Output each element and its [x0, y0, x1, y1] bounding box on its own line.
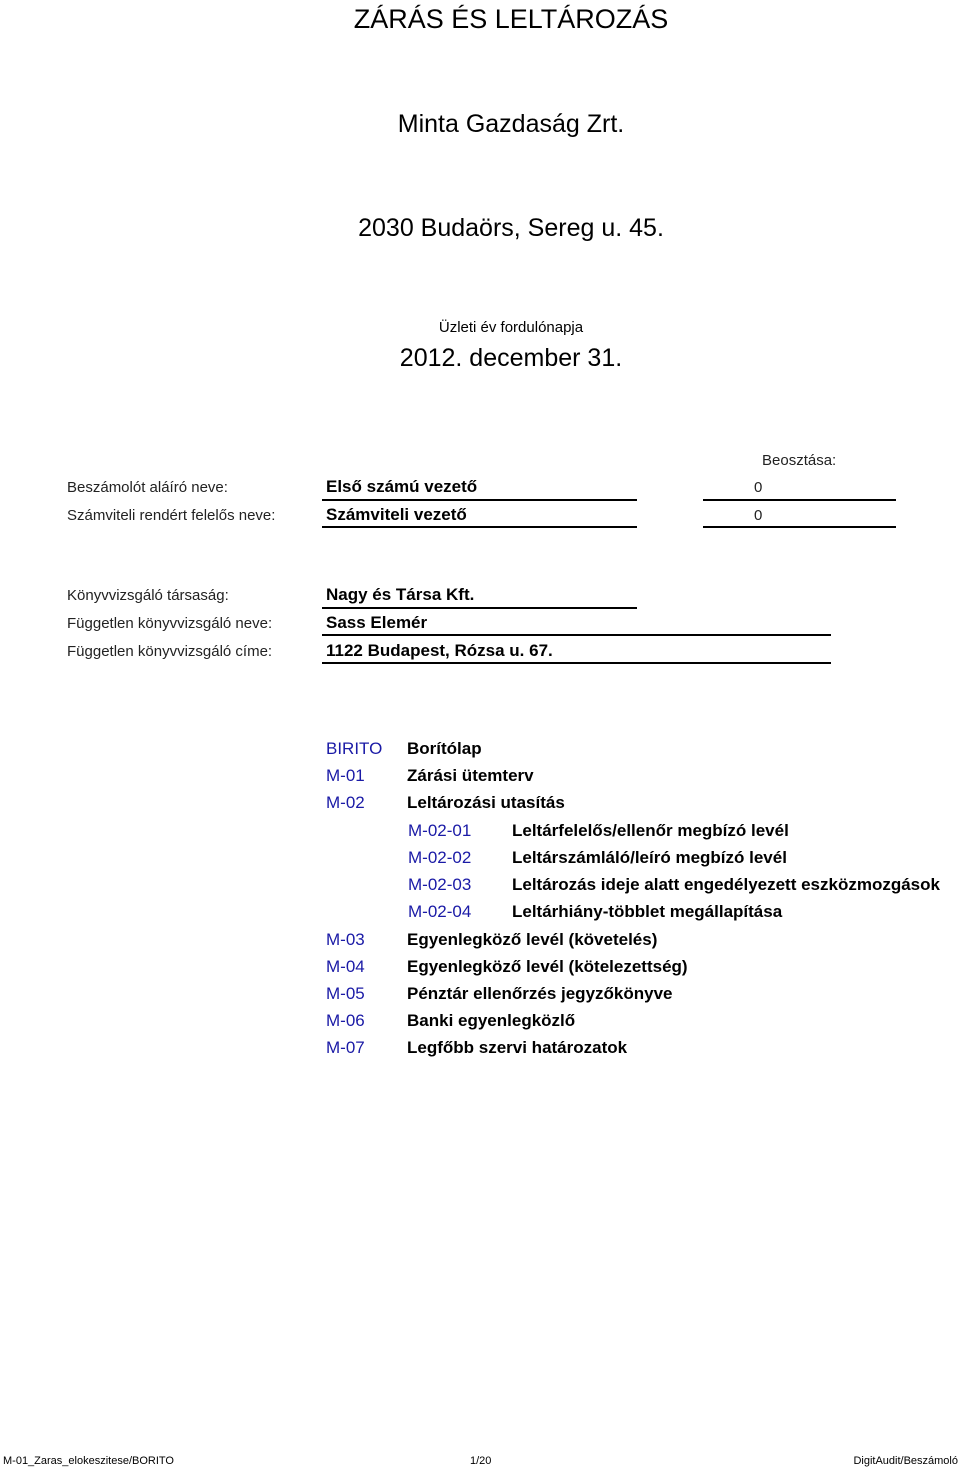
signer-name-underline [322, 499, 637, 501]
contents-code-m02-02[interactable]: M-02-02 [408, 848, 472, 867]
fiscal-year-date: 2012. december 31. [399, 344, 623, 372]
contents-code-m04[interactable]: M-04 [326, 957, 365, 976]
contents-title: Egyenlegköző levél (követelés) [407, 930, 658, 949]
contents-title: Legfőbb szervi határozatok [407, 1038, 628, 1057]
contents-title: Pénztár ellenőrzés jegyzőkönyve [407, 984, 673, 1003]
contents-title: Borítólap [407, 739, 482, 758]
footer-page-number: 1/20 [470, 1455, 492, 1467]
auditor-address-underline [322, 662, 831, 664]
auditor-name-label: Független könyvvizsgáló neve: [67, 615, 273, 632]
contents-code-m05[interactable]: M-05 [326, 984, 365, 1003]
footer-app-name: DigitAudit/Beszámoló [853, 1455, 958, 1467]
accountant-name[interactable]: Számviteli vezető [326, 505, 467, 524]
signer-label: Beszámolót aláíró neve: [67, 479, 228, 496]
contents-title: Leltározás ideje alatt engedélyezett eszközmozgások [512, 875, 940, 894]
contents-code-m02-01[interactable]: M-02-01 [408, 821, 472, 840]
contents-title: Banki egyenlegközlő [407, 1011, 576, 1030]
accountant-position-underline [703, 526, 896, 528]
accountant-label: Számviteli rendért felelős neve: [67, 507, 276, 524]
contents-code-m06[interactable]: M-06 [326, 1011, 365, 1030]
contents-code-m02[interactable]: M-02 [326, 793, 365, 812]
contents-title: Leltárhiány-többlet megállapítása [512, 902, 783, 921]
signer-name[interactable]: Első számú vezető [326, 477, 478, 496]
contents-code-birito[interactable]: BIRITO [326, 739, 383, 758]
contents-title: Leltárszámláló/leíró megbízó levél [512, 848, 787, 867]
audit-firm-underline [322, 607, 637, 609]
signer-position-underline [703, 499, 896, 501]
contents-code-m01[interactable]: M-01 [326, 766, 365, 785]
footer-sheet-name: M-01_Zaras_elokeszitese/BORITO [3, 1455, 174, 1467]
contents-code-m03[interactable]: M-03 [326, 930, 365, 949]
contents-title: Leltárfelelős/ellenőr megbízó levél [512, 821, 789, 840]
fiscal-year-label: Üzleti év fordulónapja [438, 319, 584, 336]
company-name: Minta Gazdaság Zrt. [397, 110, 625, 138]
contents-code-m07[interactable]: M-07 [326, 1038, 365, 1057]
page-title: ZÁRÁS ÉS LELTÁROZÁS [353, 4, 669, 34]
auditor-name-underline [322, 634, 831, 636]
contents-title: Egyenlegköző levél (kötelezettség) [407, 957, 688, 976]
contents-code-m02-03[interactable]: M-02-03 [408, 875, 472, 894]
auditor-address-value[interactable]: 1122 Budapest, Rózsa u. 67. [326, 641, 553, 660]
accountant-position[interactable]: 0 [754, 507, 763, 524]
contents-title: Leltározási utasítás [407, 793, 565, 812]
signer-position[interactable]: 0 [754, 479, 763, 496]
audit-firm-label: Könyvvizsgáló társaság: [67, 587, 229, 604]
company-address: 2030 Budaörs, Sereg u. 45. [358, 214, 664, 242]
audit-firm-value[interactable]: Nagy és Társa Kft. [326, 585, 475, 604]
auditor-name-value[interactable]: Sass Elemér [326, 613, 428, 632]
auditor-address-label: Független könyvvizsgáló címe: [67, 643, 273, 660]
accountant-name-underline [322, 526, 637, 528]
contents-code-m02-04[interactable]: M-02-04 [408, 902, 472, 921]
contents-title: Zárási ütemterv [407, 766, 534, 785]
position-header: Beosztása: [762, 452, 837, 469]
